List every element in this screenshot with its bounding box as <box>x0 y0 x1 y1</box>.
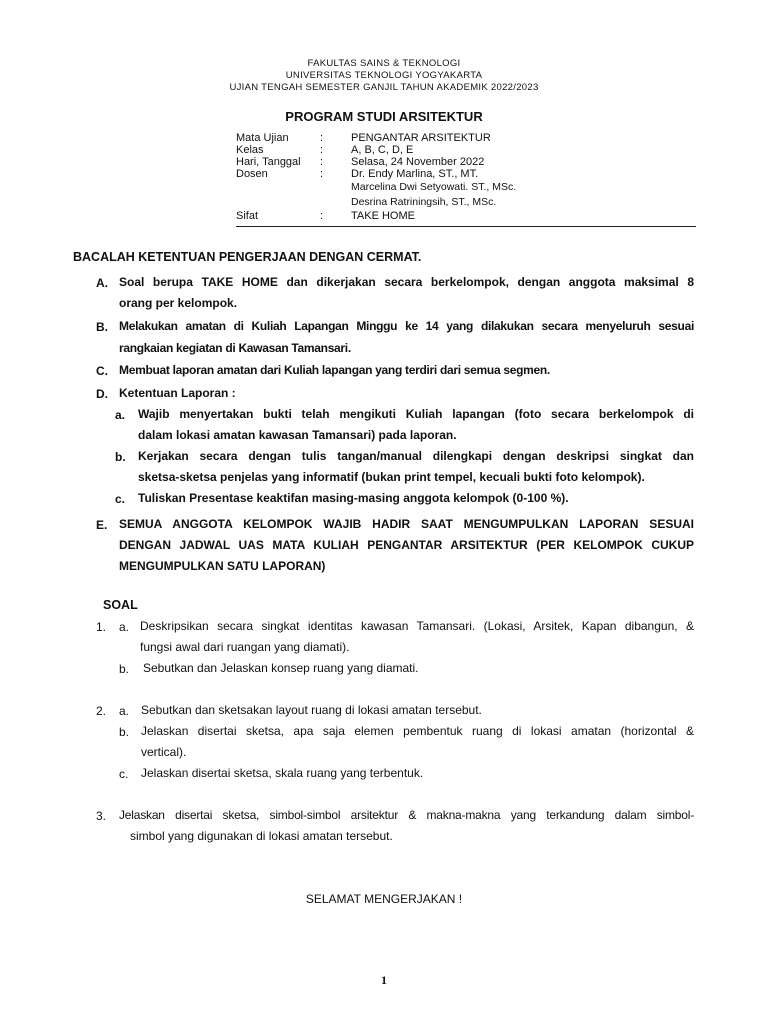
exam-info-table <box>236 132 696 222</box>
info-row-subject <box>236 132 696 144</box>
item-label: E. <box>96 518 108 532</box>
info-value: Selasa, 24 November 2022 <box>351 156 485 168</box>
info-label: Hari, Tanggal <box>236 156 301 168</box>
closing-text: SELAMAT MENGERJAKAN ! <box>305 892 463 906</box>
question-line: Jelaskan disertai sketsa, skala ruang yang terbentuk. <box>141 766 424 780</box>
info-row-type <box>236 210 696 222</box>
question-number: 3. <box>96 809 107 823</box>
info-sep: : <box>320 132 324 144</box>
info-sep: : <box>320 156 324 168</box>
subitem-label: c. <box>115 492 126 506</box>
info-value: Marcelina Dwi Setyowati. ST., MSc. <box>351 181 517 193</box>
instruction-line: SEMUA ANGGOTA KELOMPOK WAJIB HADIR SAAT MENGUMPULKAN LAPORAN SESUAI <box>119 517 694 531</box>
info-row-lecturer-3 <box>236 195 696 210</box>
subquestion-label: c. <box>119 767 129 781</box>
instruction-line: Melakukan amatan di Kuliah Lapangan Minggu ke 14 yang dilakukan secara menyeluruh sesuai <box>119 319 694 333</box>
info-value: TAKE HOME <box>351 210 415 222</box>
info-value: A, B, C, D, E <box>351 144 414 156</box>
question-line: Sebutkan dan sketsakan layout ruang di lokasi amatan tersebut. <box>141 703 482 717</box>
info-label: Kelas <box>236 144 264 156</box>
instruction-line: Ketentuan Laporan : <box>119 386 236 400</box>
info-label: Dosen <box>236 168 268 180</box>
question-line: Jelaskan disertai sketsa, simbol-simbol arsitektur & makna-makna yang terkandung dalam simbol- <box>119 808 694 822</box>
instruction-line: orang per kelompok. <box>119 296 238 310</box>
question-line: Deskripsikan secara singkat identitas kawasan Tamansari. (Lokasi, Arsitek, Kapan dibangun, & <box>140 619 694 633</box>
info-value: PENGANTAR ARSITEKTUR <box>351 132 491 144</box>
instruction-line: Kerjakan secara dengan tulis tangan/manual dilengkapi dengan deskripsi singkat dan <box>138 449 694 463</box>
instruction-line: rangkaian kegiatan di Kawasan Tamansari. <box>119 341 351 355</box>
info-label: Sifat <box>236 210 259 222</box>
exam-name: UJIAN TENGAH SEMESTER GANJIL TAHUN AKADEMIK 2022/2023 <box>229 82 539 93</box>
subquestion-label: a. <box>119 704 130 718</box>
subquestion-label: b. <box>119 662 130 676</box>
instruction-line: MENGUMPULKAN SATU LAPORAN) <box>119 559 326 573</box>
instruction-line: Wajib menyertakan bukti telah mengikuti Kuliah lapangan (foto secara berkelompok di <box>138 407 694 421</box>
info-row-lecturer <box>236 168 696 180</box>
info-sep: : <box>320 144 324 156</box>
questions-title: SOAL <box>103 598 138 612</box>
question-number: 2. <box>96 704 107 718</box>
info-sep: : <box>320 168 324 180</box>
question-line: fungsi awal dari ruangan yang diamati). <box>140 640 350 654</box>
info-value: Desrina Ratriningsih, ST., MSc. <box>351 196 497 208</box>
page-number: 1 <box>381 973 387 987</box>
instruction-line: dalam lokasi amatan kawasan Tamansari) pada laporan. <box>138 428 457 442</box>
question-line: vertical). <box>141 745 187 759</box>
faculty-name: FAKULTAS SAINS & TEKNOLOGI <box>307 58 461 69</box>
instruction-line: Soal berupa TAKE HOME dan dikerjakan secara berkelompok, dengan anggota maksimal 8 <box>119 275 694 289</box>
instruction-line: sketsa-sketsa penjelas yang informatif (bukan print tempel, kecuali bukti foto kelompok). <box>138 470 645 484</box>
info-row-date <box>236 156 696 168</box>
question-line: simbol yang digunakan di lokasi amatan tersebut. <box>130 829 393 843</box>
item-label: B. <box>96 320 108 334</box>
instruction-line: Tuliskan Presentase keaktifan masing-masing anggota kelompok (0-100 %). <box>138 491 569 505</box>
info-label: Mata Ujian <box>236 132 289 144</box>
info-sep: : <box>320 210 324 222</box>
instructions-title: BACALAH KETENTUAN PENGERJAAN DENGAN CERMAT. <box>73 250 422 264</box>
subitem-label: a. <box>115 408 126 422</box>
item-label: D. <box>96 387 108 401</box>
question-number: 1. <box>96 620 107 634</box>
info-divider <box>236 226 696 227</box>
question-line: Jelaskan disertai sketsa, apa saja elemen pembentuk ruang di lokasi amatan (horizontal & <box>141 724 694 738</box>
instruction-line: Membuat laporan amatan dari Kuliah lapangan yang terdiri dari semua segmen. <box>119 363 550 377</box>
item-label: A. <box>96 276 108 290</box>
subitem-label: b. <box>115 450 126 464</box>
item-label: C. <box>96 364 108 378</box>
subquestion-label: b. <box>119 725 130 739</box>
info-row-class <box>236 144 696 156</box>
question-line: Sebutkan dan Jelaskan konsep ruang yang diamati. <box>143 661 419 675</box>
info-value: Dr. Endy Marlina, ST., MT. <box>351 168 479 180</box>
university-name: UNIVERSITAS TEKNOLOGI YOGYAKARTA <box>285 70 483 81</box>
info-row-lecturer-2 <box>236 180 696 195</box>
program-title: PROGRAM STUDI ARSITEKTUR <box>285 109 483 124</box>
subquestion-label: a. <box>119 620 130 634</box>
instruction-line: DENGAN JADWAL UAS MATA KULIAH PENGANTAR ARSITEKTUR (PER KELOMPOK CUKUP <box>119 538 694 552</box>
